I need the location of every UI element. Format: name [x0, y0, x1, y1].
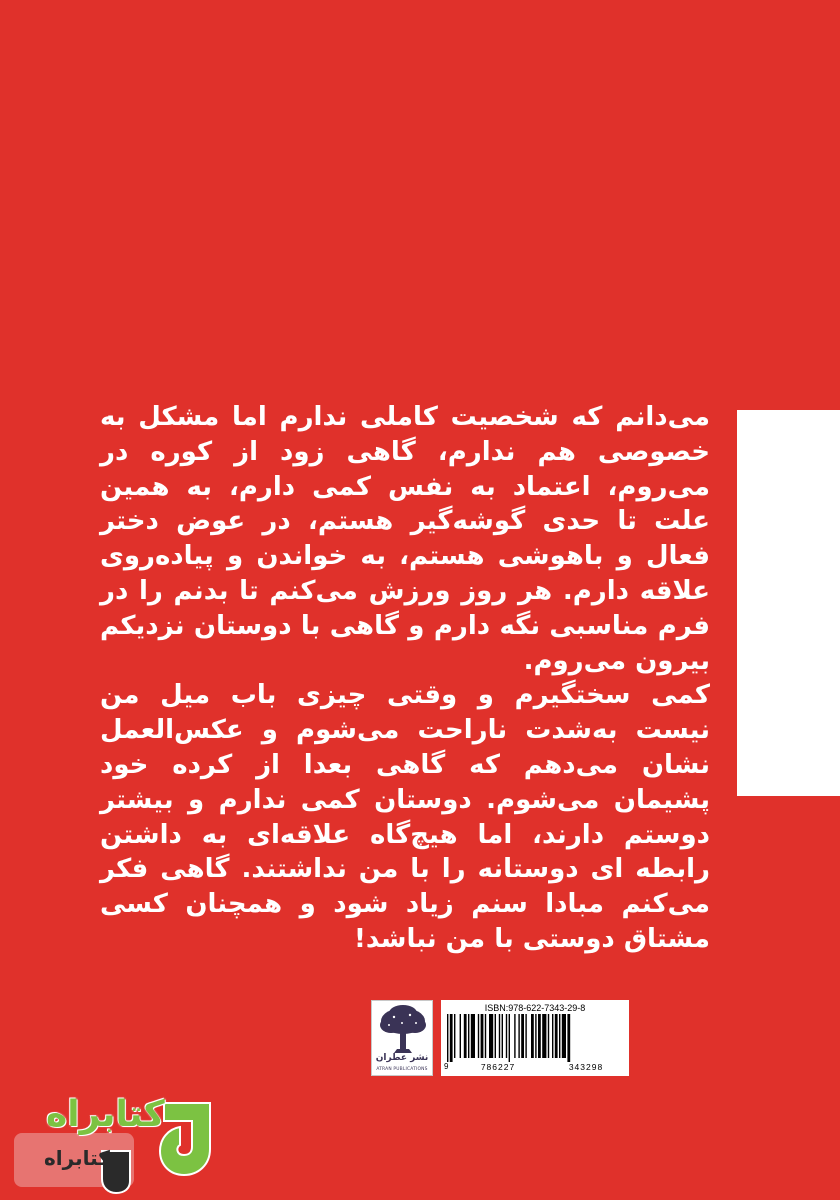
blurb-paragraph-1: می‌دانم که شخصیت کاملی ندارم اما مشکل به خصوصی هم ندارم، گاهی زود از کوره در می‌روم، اعتماد به نفس کمی دارم، به همین علت تا حدی گوشه‌گیر هستم، در عوض دختر فعال و باهوشی هستم، به خواندن و پیاده‌روی علاقه دارم. هر روز ورزش می‌کنم تا بدنم را در فرم مناسبی نگه دارم و گاهی با دوستان نزدیکم بیرون می‌روم.	[100, 402, 710, 676]
publisher-name: نشر عطران	[375, 1053, 429, 1063]
barcode-left-digit: 9	[444, 1062, 449, 1071]
isbn-label: ISBN:978-622-7343-29-8	[484, 1003, 586, 1013]
back-cover-blurb	[100, 400, 710, 957]
side-panel	[737, 410, 840, 796]
barcode-digits-right: 343298	[568, 1062, 604, 1072]
barcode	[441, 1000, 629, 1076]
publisher-logo	[371, 1000, 433, 1076]
watermark-name: کتابراه	[46, 1094, 165, 1135]
publisher-latin-name: ATRAN PUBLICATIONS	[376, 1067, 428, 1072]
blurb-paragraph-2: کمی سختگیرم و وقتی چیزی باب میل من نیست به‌شدت ناراحت می‌شوم و عکس‌العمل نشان می‌دهم که گاهی بعدا از کرده خود پشیمان می‌شوم. دوستان کمی ندارم و بیشتر دوستم دارند، اما هیچ‌گاه علاقه‌ای به داشتن رابطه ای دوستانه را با من نداشتند. گاهی فکر می‌کنم مبادا سنم زیاد شود و همچنان کسی مشتاق دوستی با من نباشد!	[100, 680, 710, 954]
barcode-bars	[447, 1014, 623, 1062]
barcode-digits-left: 786227	[480, 1062, 516, 1072]
tree-icon	[372, 1001, 434, 1077]
watermark-name-small: کتابراه	[44, 1146, 110, 1170]
